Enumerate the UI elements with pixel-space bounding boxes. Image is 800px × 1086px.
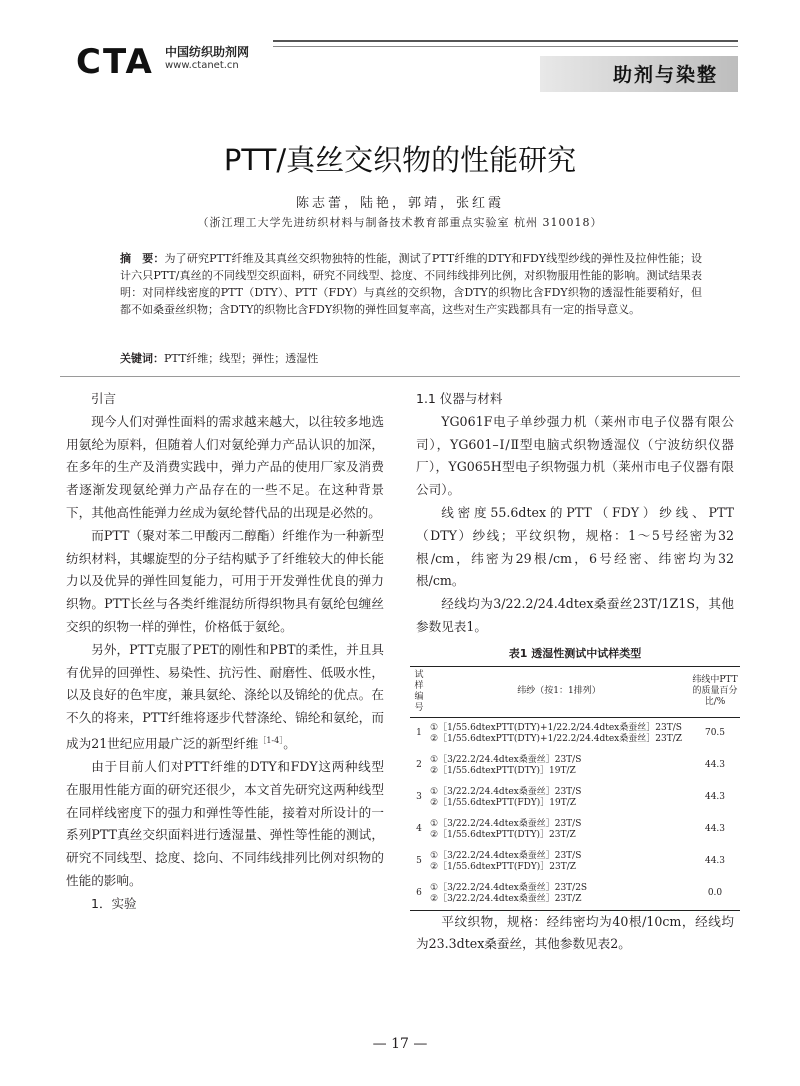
cell-yarn	[428, 878, 690, 911]
paper-affiliation: （浙江理工大学先进纺织材料与制备技术教育部重点实验室 杭州 310018）	[197, 216, 603, 229]
col-header-pct: 纬线中PTT的质量百分比/%	[690, 666, 740, 717]
publisher-logo	[58, 30, 273, 82]
keywords-text: PTT纤维；线型；弹性；透湿性	[164, 352, 319, 365]
intro-heading: 引言	[91, 391, 117, 406]
abstract-text: 为了研究PTT纤维及其真丝交织物独特的性能，测试了PTT纤维的DTY和FDY线型纱线的弹性及拉伸性能；设计六只PTT/真丝的不同线型交织面料，研究不同线型、捻度、不同纬线排列比例，对织物服用性能的影响。测试结果表明：对同样线密度的PTT（DTY）、PTT（FDY）与真丝的交织物，含DTY的织物比含FDY织物的透湿性能要稍好，但都不如桑蚕丝织物；含DTY的织物比含FDY织物的弹性回复率高，这些对生产实践都具有一定的指导意义。	[120, 252, 703, 316]
abstract-divider	[60, 376, 740, 377]
paper-title: PTT/真丝交织物的性能研究	[223, 143, 577, 177]
abstract	[120, 250, 702, 318]
cell-no: 2	[416, 760, 422, 771]
abstract-label: 摘 要：	[120, 252, 165, 265]
yarn-a: ①［3/22.2/24.4dtex桑蚕丝］23T/S	[430, 850, 582, 861]
table-row	[410, 846, 740, 878]
yarn-a: ①［1/55.6dtexPTT(DTY)+1/22.2/24.4dtex桑蚕丝］23T/S	[430, 722, 682, 733]
cell-no: 4	[416, 824, 422, 835]
cell-pct: 70.5	[704, 728, 726, 739]
cell-no: 6	[410, 878, 428, 911]
cell-pct: 44.3	[704, 856, 726, 867]
table-row	[410, 717, 740, 750]
page-number: — 17 —	[372, 1036, 428, 1052]
table-row	[410, 878, 740, 911]
instruments-heading: 1.1 仪器与材料	[416, 391, 503, 406]
table-row	[410, 782, 740, 814]
yarn-a: ①［3/22.2/24.4dtex桑蚕丝］23T/S	[430, 818, 582, 829]
yarn-b: ②［1/55.6dtexPTT(DTY)+1/22.2/24.4dtex桑蚕丝］23T/Z	[430, 733, 682, 744]
cell-yarn	[428, 717, 690, 750]
page-header	[0, 0, 800, 100]
table-title: 表1 透湿性测试中试样类型	[508, 646, 642, 660]
table-header-row	[410, 666, 740, 717]
site-url: www.ctanet.cn	[165, 60, 239, 71]
cell-no: 3	[416, 792, 422, 803]
cell-no: 5	[416, 856, 422, 867]
paragraph: 平纹织物，规格：经纬密均为40根/10cm，经线均为23.3dtex桑蚕丝，其他参数见表2。	[416, 913, 734, 952]
yarn-a: ①［3/22.2/24.4dtex桑蚕丝］23T/S	[430, 786, 582, 797]
yarn-a: ①［3/22.2/24.4dtex桑蚕丝］23T/2S	[430, 882, 588, 893]
paragraph: 而PTT（聚对苯二甲酸丙二醇酯）纤维作为一种新型纺织材料，其螺旋型的分子结构赋予了纤维较大的伸长能力以及优异的弹性回复能力，可用于开发弹性优良的弹力织物。PTT长丝与各类纤维混纺所得织物具有氨纶包缠丝交织的织物一样的弹性，价格低于氨纶。	[66, 527, 384, 634]
paragraph: 经线均为3/22.2/24.4dtex桑蚕丝23T/1Z1S，其他参数见表1。	[416, 596, 734, 634]
paragraph: 线密度55.6dtex的PTT（FDY）纱线、PTT（DTY）纱线；平纹织物，规格：1～5号经密为32根/cm，纬密为29根/cm，6号经密、纬密均为32根/cm。	[416, 504, 734, 589]
site-name: 中国纺织助剂网	[165, 45, 250, 59]
cell-yarn	[428, 814, 690, 846]
paragraph	[66, 639, 384, 756]
sample-table	[410, 666, 740, 911]
section-title: 助剂与染整	[612, 64, 718, 86]
keywords	[120, 350, 702, 366]
col-header-no: 试样编号	[410, 666, 428, 717]
experiment-heading: 1．实验	[91, 895, 137, 911]
left-column	[66, 388, 384, 916]
paragraph-text: 另外，PTT克服了PET的刚性和PBT的柔性，并且具有优异的回弹性、易染性、抗污性、耐磨性、低吸水性，以及良好的色牢度，兼具氨纶、涤纶以及锦纶的优点。在不久的将来，PTT纤维将逐步代替涤纶、锦纶和氨纶，而成为21世纪应用最广泛的新型纤维	[66, 641, 384, 752]
yarn-b: ②［3/22.2/24.4dtex桑蚕丝］23T/Z	[430, 893, 582, 904]
yarn-b: ②［1/55.6dtexPTT(FDY)］19T/Z	[430, 797, 577, 808]
cell-pct: 44.3	[704, 760, 726, 771]
col-header-yarn: 纬纱（按1：1排列）	[428, 666, 690, 717]
cell-yarn	[428, 750, 690, 782]
yarn-b: ②［1/55.6dtexPTT(DTY)］23T/Z	[430, 829, 576, 840]
cell-pct: 44.3	[704, 792, 726, 803]
yarn-b: ②［1/55.6dtexPTT(DTY)］19T/Z	[430, 765, 576, 776]
cell-pct: 44.3	[704, 824, 726, 835]
yarn-a: ①［3/22.2/24.4dtex桑蚕丝］23T/S	[430, 754, 582, 765]
table-row	[410, 750, 740, 782]
paper-authors: 陈志蕾，陆艳，郭靖，张红霞	[295, 196, 504, 211]
citation: ［1-4］	[258, 735, 284, 745]
cell-no: 1	[416, 728, 422, 739]
cell-yarn	[428, 782, 690, 814]
paragraph: YG061F电子单纱强力机（莱州市电子仪器有限公司），YG601–Ⅰ/Ⅱ型电脑式织物透湿仪（宁波纺织仪器厂），YG065H型电子织物强力机（莱州市电子仪器有限公司）。	[416, 413, 734, 498]
table-row	[410, 814, 740, 846]
paragraph-end: 。	[283, 736, 296, 752]
logo-text: CTA	[76, 42, 154, 82]
cell-yarn	[428, 846, 690, 878]
cell-pct: 0.0	[690, 878, 740, 911]
right-column	[414, 388, 738, 956]
paragraph: 现今人们对弹性面料的需求越来越大，以往较多地选用氨纶为原料，但随着人们对氨纶弹力产品认识的加深，在多年的生产及消费实践中，弹力产品的使用厂家及消费者逐渐发现氨纶弹力产品存在的一些不足。在这种背景下，其他高性能弹力丝成为氨纶替代品的出现是必然的。	[66, 413, 384, 520]
yarn-b: ②［1/55.6dtexPTT(FDY)］23T/Z	[430, 861, 577, 872]
paragraph: 由于目前人们对PTT纤维的DTY和FDY这两种线型在服用性能方面的研究还很少，本文首先研究这两种线型在同样线密度下的强力和弹性等性能，接着对所设计的一系列PTT真丝交织面料进行透湿量、弹性等性能的测试，研究不同线型、捻度、捻向、不同纬线排列比例对织物的性能的影响。	[66, 758, 384, 888]
keywords-label: 关键词：	[120, 352, 164, 365]
